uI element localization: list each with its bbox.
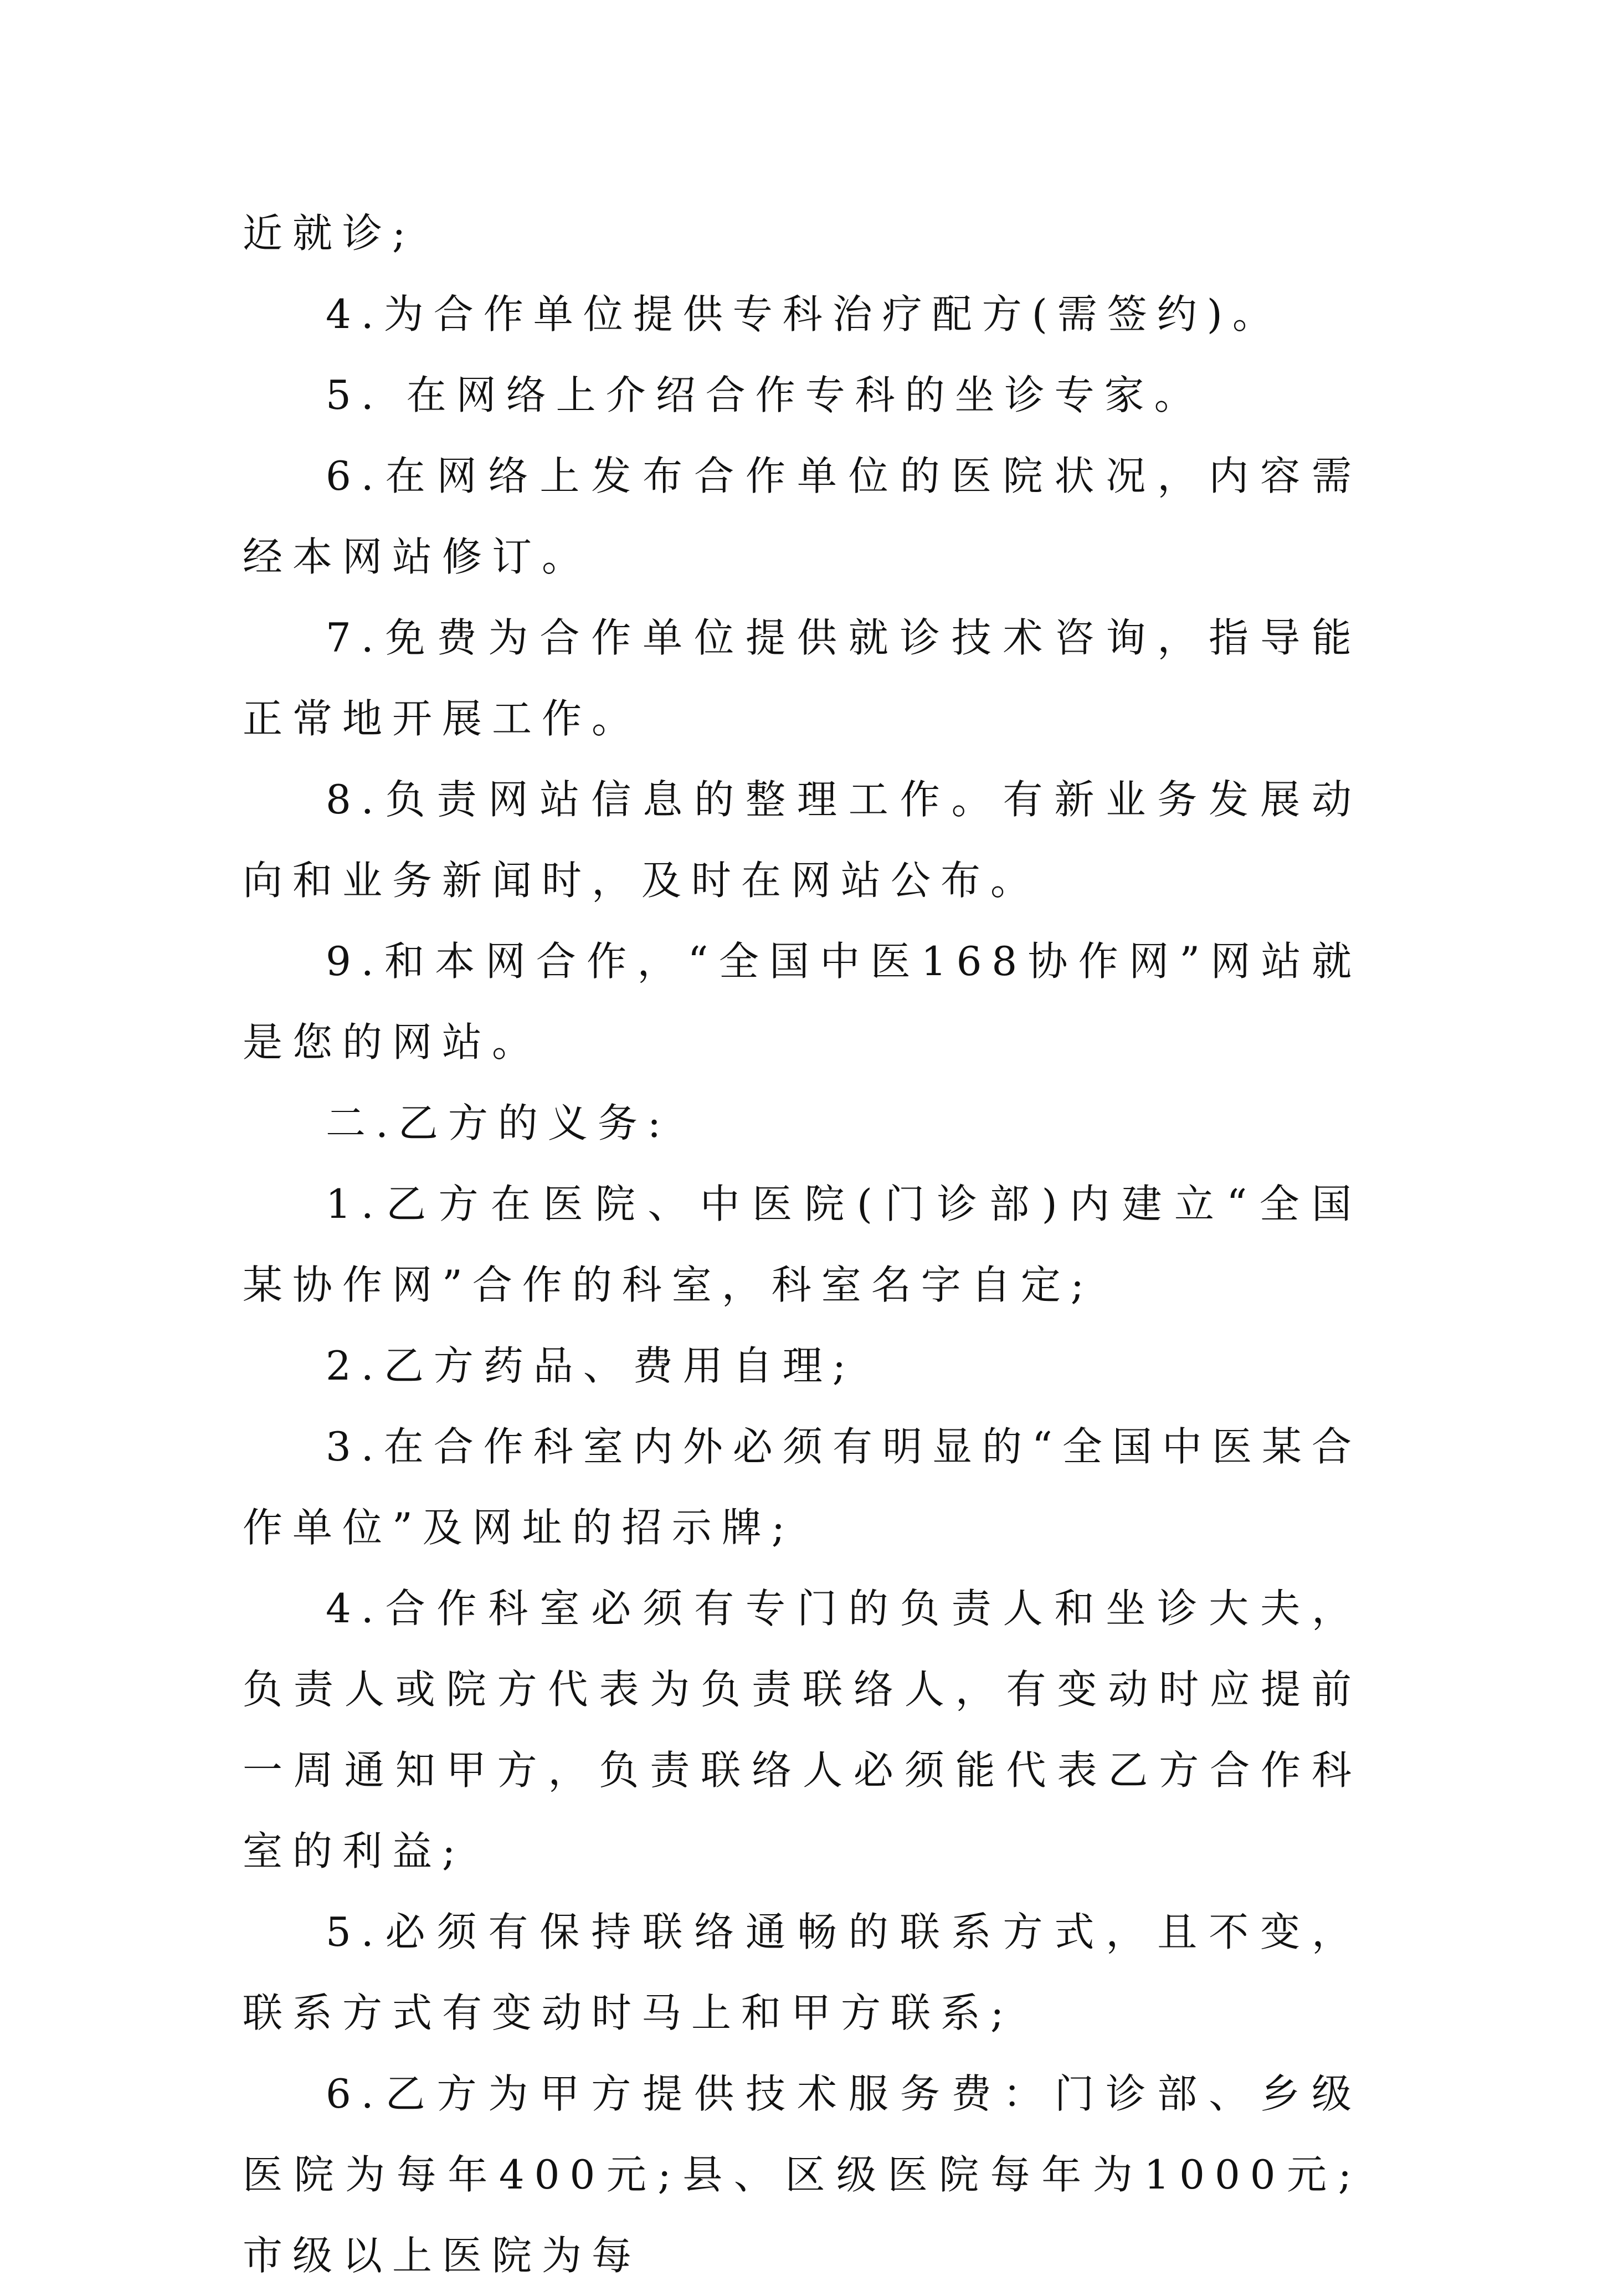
paragraph-item-5: 5. 在网络上介绍合作专科的坐诊专家。 [326, 372, 1204, 418]
paragraph-b-item-5: 5.必须有保持联络通畅的联系方式，且不变，联系方式有变动时马上和甲方联系; [243, 1909, 1361, 2036]
paragraph-item-6: 6.在网络上发布合作单位的医院状况，内容需经本网站修订。 [243, 453, 1361, 580]
paragraph-b-item-1: 1.乙方在医院、中医院(门诊部)内建立“全国某协作网”合作的科室，科室名字自定; [243, 1181, 1361, 1308]
document-body [243, 193, 1361, 2296]
section-heading-party-b-obligations: 二.乙方的义务: [326, 1100, 671, 1146]
paragraph-b-item-2: 2.乙方药品、费用自理; [326, 1342, 856, 1389]
paragraph-item-8: 8.负责网站信息的整理工作。有新业务发展动向和业务新闻时，及时在网站公布。 [243, 776, 1361, 904]
paragraph-b-item-3: 3.在合作科室内外必须有明显的“全国中医某合作单位”及网址的招示牌; [243, 1423, 1361, 1551]
paragraph-item-4: 4.为合作单位提供专科治疗配方(需签约)。 [326, 291, 1282, 337]
paragraph-b-item-6: 6.乙方为甲方提供技术服务费：门诊部、乡级医院为每年400元;县、区级医院每年为1000元;市级以上医院为每 [243, 2070, 1361, 2279]
paragraph-b-item-4: 4.合作科室必须有专门的负责人和坐诊大夫，负责人或院方代表为负责联络人，有变动时应提前一周通知甲方，负责联络人必须能代表乙方合作科室的利益; [243, 1585, 1361, 1874]
paragraph-continuation: 近就诊; [243, 210, 416, 257]
paragraph-item-9: 9.和本网合作，“全国中医168协作网”网站就是您的网站。 [243, 938, 1361, 1065]
paragraph-item-7: 7.免费为合作单位提供就诊技术咨询，指导能正常地开展工作。 [243, 614, 1361, 742]
